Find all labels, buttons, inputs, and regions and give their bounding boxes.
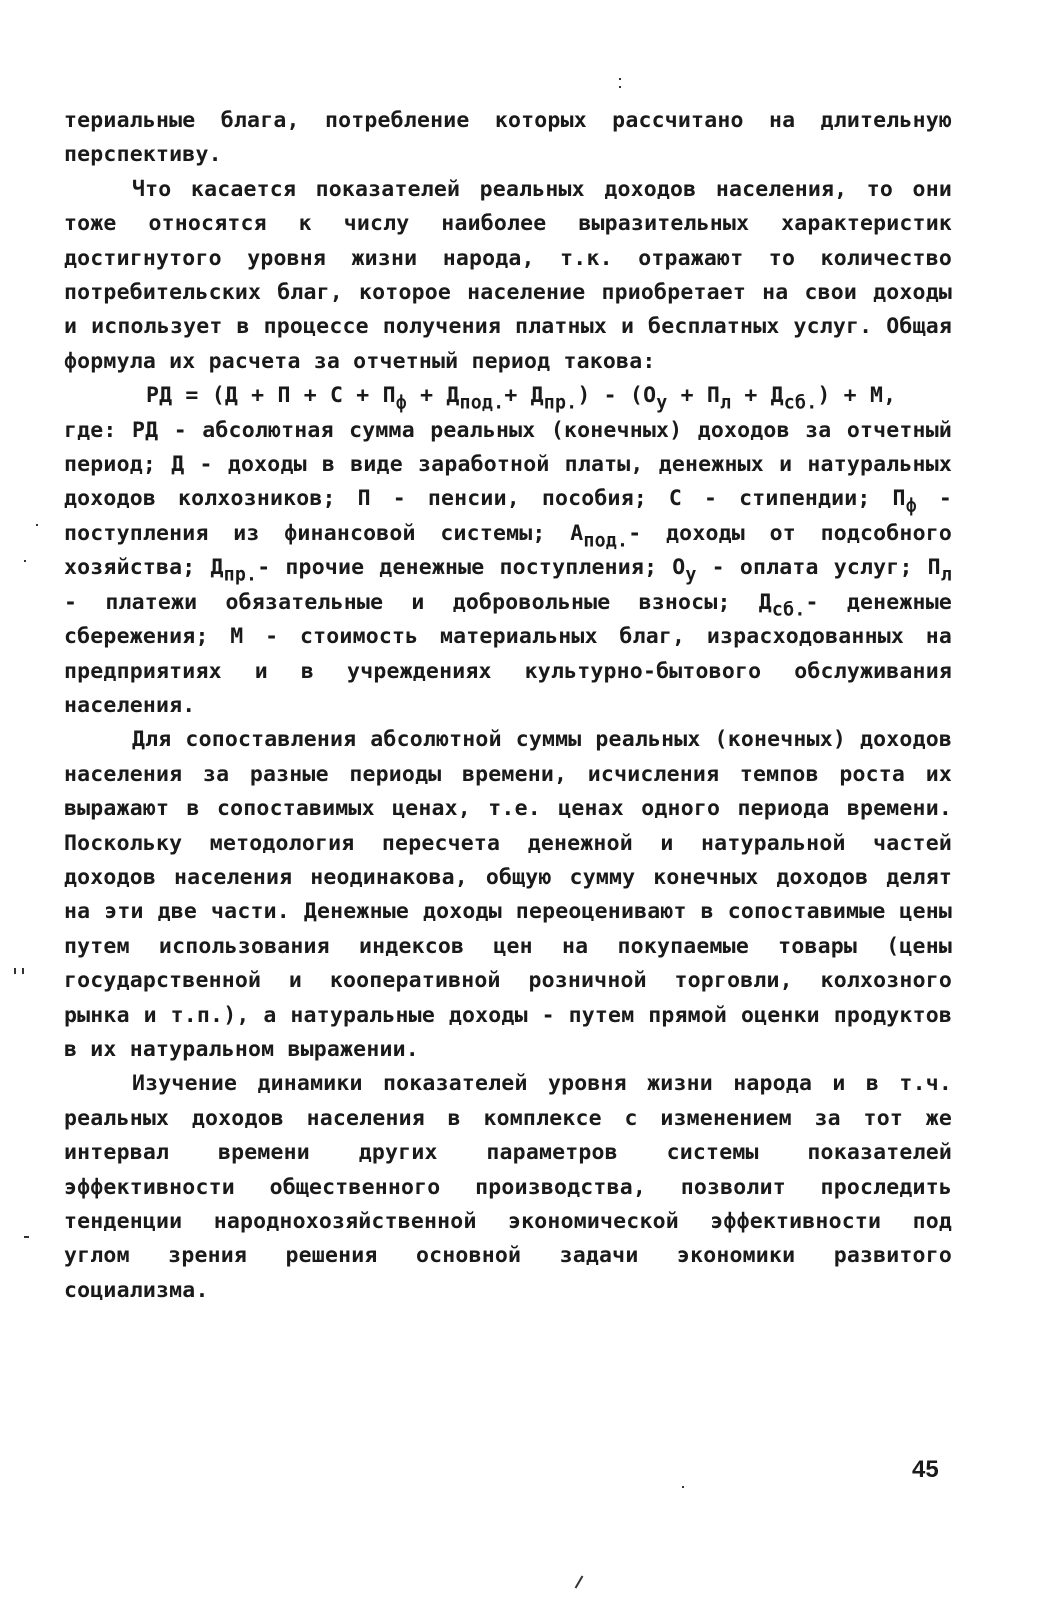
formula-definitions: где: РД - абсолютная сумма реальных (конечных) доходов за отчетный период; Д - доходы в виде заработной платы, денежных и натуральных доходов колхозников; П - пенсии, пособия; С - стипендии; $П_ф$ - поступления из финансовой системы; $А_{под.}-$ доходы от подсобного хозяйства; $Д_{пр.}-$ прочие денежные поступления; $О_у$ - оплата услуг; $П_л$ - платежи обязательные и добровольные взносы; $Д_{сб.}-$ денежные сбережения; М - стоимость материальных благ, израсходованных на предприятиях и в учреждениях культурно-бытового обслуживания населения. (64, 417, 953, 718)
scan-speck (619, 78, 621, 80)
paragraph-dynamics: Изучение динамики показателей уровня жизни народа и в т.ч. реальных доходов населения в комплексе с изменением за тот же интервал времени других параметров системы показателей эффективности общественного производства, позволит проследить тенденции народнохозяйственной экономической эффективности под углом зрения решения основной задачи экономики развитого социализма. (64, 1071, 952, 1303)
paragraph-comparable-prices: Для сопоставления абсолютной суммы реальных (конечных) доходов населения за разные периоды времени, исчисления темпов роста их выражают в сопоставимых ценах, т.е. ценах одного периода времени. Поскольку методология пересчета денежной и натуральной частей доходов населения неодинакова, общую сумму конечных доходов делят на эти две части. Денежные доходы переоценивают в сопоставимые цены путем использования индексов цен на покупаемые товары (цены государственной и кооперативной розничной торговли, колхозного рынка и т.п.), а натуральные доходы - путем прямой оценки продуктов в их натуральном выражении. (64, 727, 952, 1062)
scan-speck (14, 968, 16, 974)
page-number: 45 (912, 1456, 939, 1483)
paragraph-real-income: Что касается показателей реальных доходов населения, то они тоже относятся к числу наиболее выразительных характеристик достигнутого уровня жизни народа, т.к. отражают то количество потребительских благ, которое население приобретает на свои доходы и использует в процессе получения платных и бесплатных услуг. Общая формула их расчета за отчетный период такова: (64, 176, 952, 374)
scan-speck (24, 560, 26, 562)
scan-speck (575, 1575, 584, 1588)
scan-speck (24, 1236, 29, 1238)
paragraph-continuation: териальные блага, потребление которых рассчитано на длительную перспективу. (64, 108, 952, 168)
scan-speck (619, 86, 621, 88)
scan-speck (22, 968, 24, 974)
income-formula: РД = $(Д + П + С + П_ф + Д_{под.}+ Д_{пр.}) - (О_у + П_л + Д_{сб.}) + М$, (146, 383, 897, 414)
scan-speck (36, 524, 38, 526)
body-text (64, 104, 952, 1308)
scan-speck (682, 1486, 684, 1488)
